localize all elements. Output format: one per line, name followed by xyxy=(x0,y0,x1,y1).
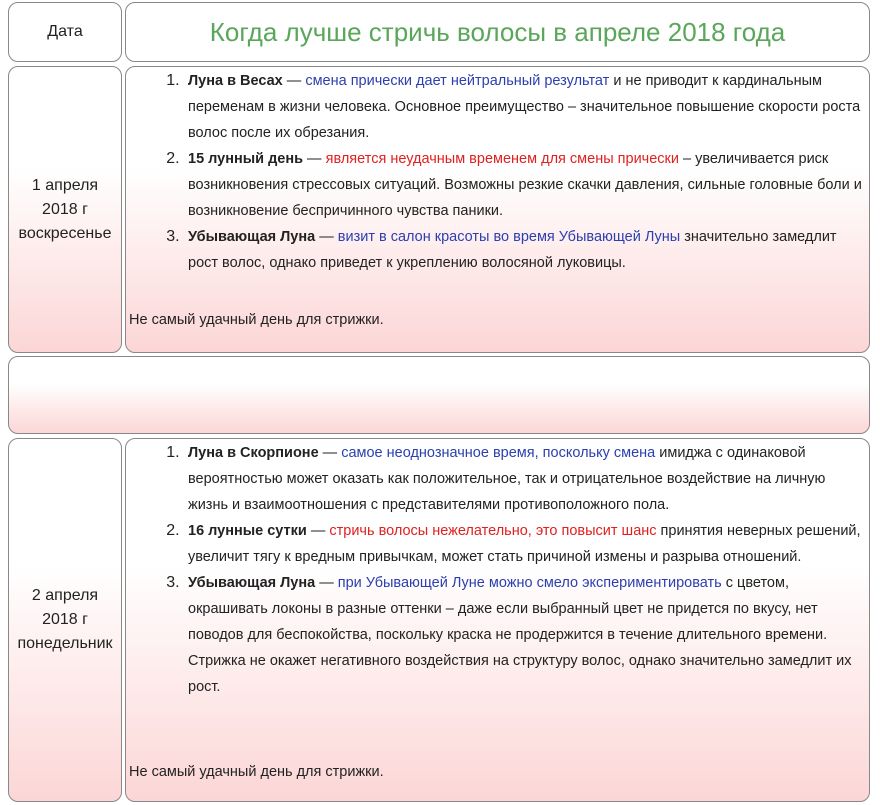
dash: — xyxy=(318,445,342,461)
date-header-label: Дата xyxy=(47,23,83,40)
date-year: 2018 г xyxy=(42,611,88,628)
date-weekday: понедельник xyxy=(17,635,113,652)
highlighted-text: самое неоднозначное время, поскольку смена xyxy=(341,445,656,461)
forecast-cell-april-1 xyxy=(125,66,870,353)
dash: — xyxy=(282,73,306,89)
factor-label: Луна в Скорпионе xyxy=(188,445,319,461)
date-weekday: воскресенье xyxy=(18,224,112,242)
highlighted-text: визит в салон красоты во время Убывающей Луны xyxy=(337,229,681,245)
dash: — xyxy=(315,229,338,245)
forecast-list xyxy=(126,68,869,276)
factor-label: Луна в Весах xyxy=(188,73,283,89)
list-item xyxy=(184,440,869,518)
item-text: с цветом, окрашивать локоны в разные оттенки – даже если выбранный цвет не придется по вкусу, нет поводов для беспокойства, поскольку краска не продержится в течение длительного времени. Стрижка не окажет негативного воздействия на структуру волос, однако значительно замедлит их рост. xyxy=(188,575,852,695)
page-title-cell xyxy=(125,2,870,62)
item-text: значительно замедлит рост волос, однако приведет к укреплению волосяной луковицы. xyxy=(188,229,837,271)
item-text: имиджа с одинаковой вероятностью может оказать как положительное, так и отрицательное воздействие на личную жизнь и взаимоотношения с представителями противоположного пола. xyxy=(188,445,826,513)
date-cell-april-2 xyxy=(8,438,122,802)
dash: — xyxy=(306,523,330,539)
list-item xyxy=(184,68,869,146)
dash: — xyxy=(303,151,326,167)
factor-label: 15 лунный день xyxy=(188,151,304,167)
summary-note: Не самый удачный день для стрижки. xyxy=(129,764,384,780)
item-text: и не приводит к кардинальным переменам в жизни человека. Основное преимущество – значительное повышение скорости роста волос после их обрезания. xyxy=(188,73,861,141)
factor-label: 16 лунные сутки xyxy=(188,523,307,539)
factor-label: Убывающая Луна xyxy=(188,229,316,245)
highlighted-text: стричь волосы нежелательно, это повысит шанс xyxy=(329,523,657,539)
highlighted-text: при Убывающей Луне можно смело экспериментировать xyxy=(337,575,722,591)
date-day: 2 апреля xyxy=(31,587,99,604)
highlighted-text: смена прически дает нейтральный результат xyxy=(305,73,610,89)
item-text: – увеличивается риск возникновения стрессовых ситуаций. Возможны резкие скачки давления, сильные головные боли и возникновение беспричинного чувства паники. xyxy=(188,151,862,219)
list-item xyxy=(184,224,869,276)
list-item xyxy=(184,570,869,700)
forecast-cell-april-2 xyxy=(125,438,870,802)
item-text: принятия неверных решений, увеличит тягу к вредным привычкам, может стать причиной измены и разрыва отношений. xyxy=(188,523,861,565)
date-column-header xyxy=(8,2,122,62)
dash: — xyxy=(315,575,338,591)
spacer-row xyxy=(8,356,870,434)
page-title: Когда лучше стричь волосы в апреле 2018 года xyxy=(209,16,786,47)
date-year: 2018 г xyxy=(42,200,88,218)
list-item xyxy=(184,518,869,570)
factor-label: Убывающая Луна xyxy=(188,575,316,591)
highlighted-text: является неудачным временем для смены прически xyxy=(325,151,679,167)
summary-note: Не самый удачный день для стрижки. xyxy=(129,312,384,328)
date-day: 1 апреля xyxy=(31,176,99,194)
forecast-list xyxy=(126,440,869,700)
list-item xyxy=(184,146,869,224)
date-cell-april-1 xyxy=(8,66,122,353)
